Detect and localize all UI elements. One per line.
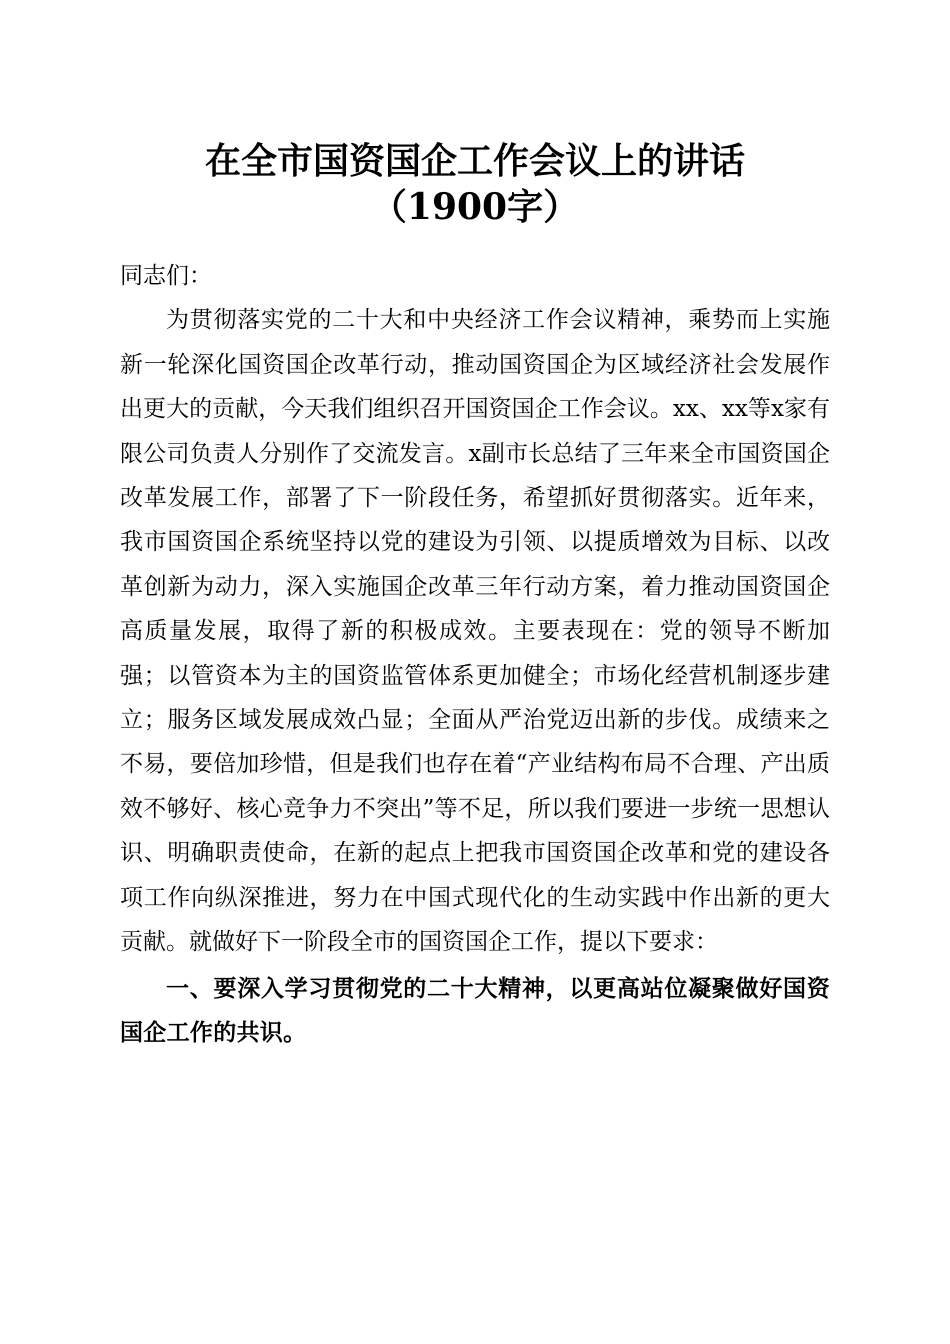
body-paragraph: 为贯彻落实党的二十大和中央经济工作会议精神，乘势而上实施新一轮深化国资国企改革行动，推动国资国企为区域经济社会发展作出更大的贡献，今天我们组织召开国资国企工作会议。xx、xx等x家有限公司负责人分别作了交流发言。x副市长总结了三年来全市国资国企改革发展工作，部署了下一阶段任务，希望抓好贯彻落实。近年来，我市国资国企系统坚持以党的建设为引领、以提质增效为目标、以改革创新为动力，深入实施国企改革三年行动方案，着力推动国资国企高质量发展，取得了新的积极成效。主要表现在：党的领导不断加强；以管资本为主的国资监管体系更加健全；市场化经营机制逐步建立；服务区域发展成效凸显；全面从严治党迈出新的步伐。成绩来之不易，要倍加珍惜，但是我们也存在着“产业结构布局不合理、产出质效不够好、核心竞争力不突出”等不足，所以我们要进一步统一思想认识、明确职责使命，在新的起点上把我市国资国企改革和党的建设各项工作向纵深推进，努力在中国式现代化的生动实践中作出新的更大贡献。就做好下一阶段全市的国资国企工作，提以下要求：	[120, 307, 830, 956]
document-body	[120, 254, 830, 1055]
salutation: 同志们：	[120, 263, 212, 289]
section-heading: 一、要深入学习贯彻党的二十大精神，以更高站位凝聚做好国资国企工作的共识。	[120, 975, 830, 1046]
document-title: 在全市国资国企工作会议上的讲话（1900字）	[204, 140, 745, 228]
